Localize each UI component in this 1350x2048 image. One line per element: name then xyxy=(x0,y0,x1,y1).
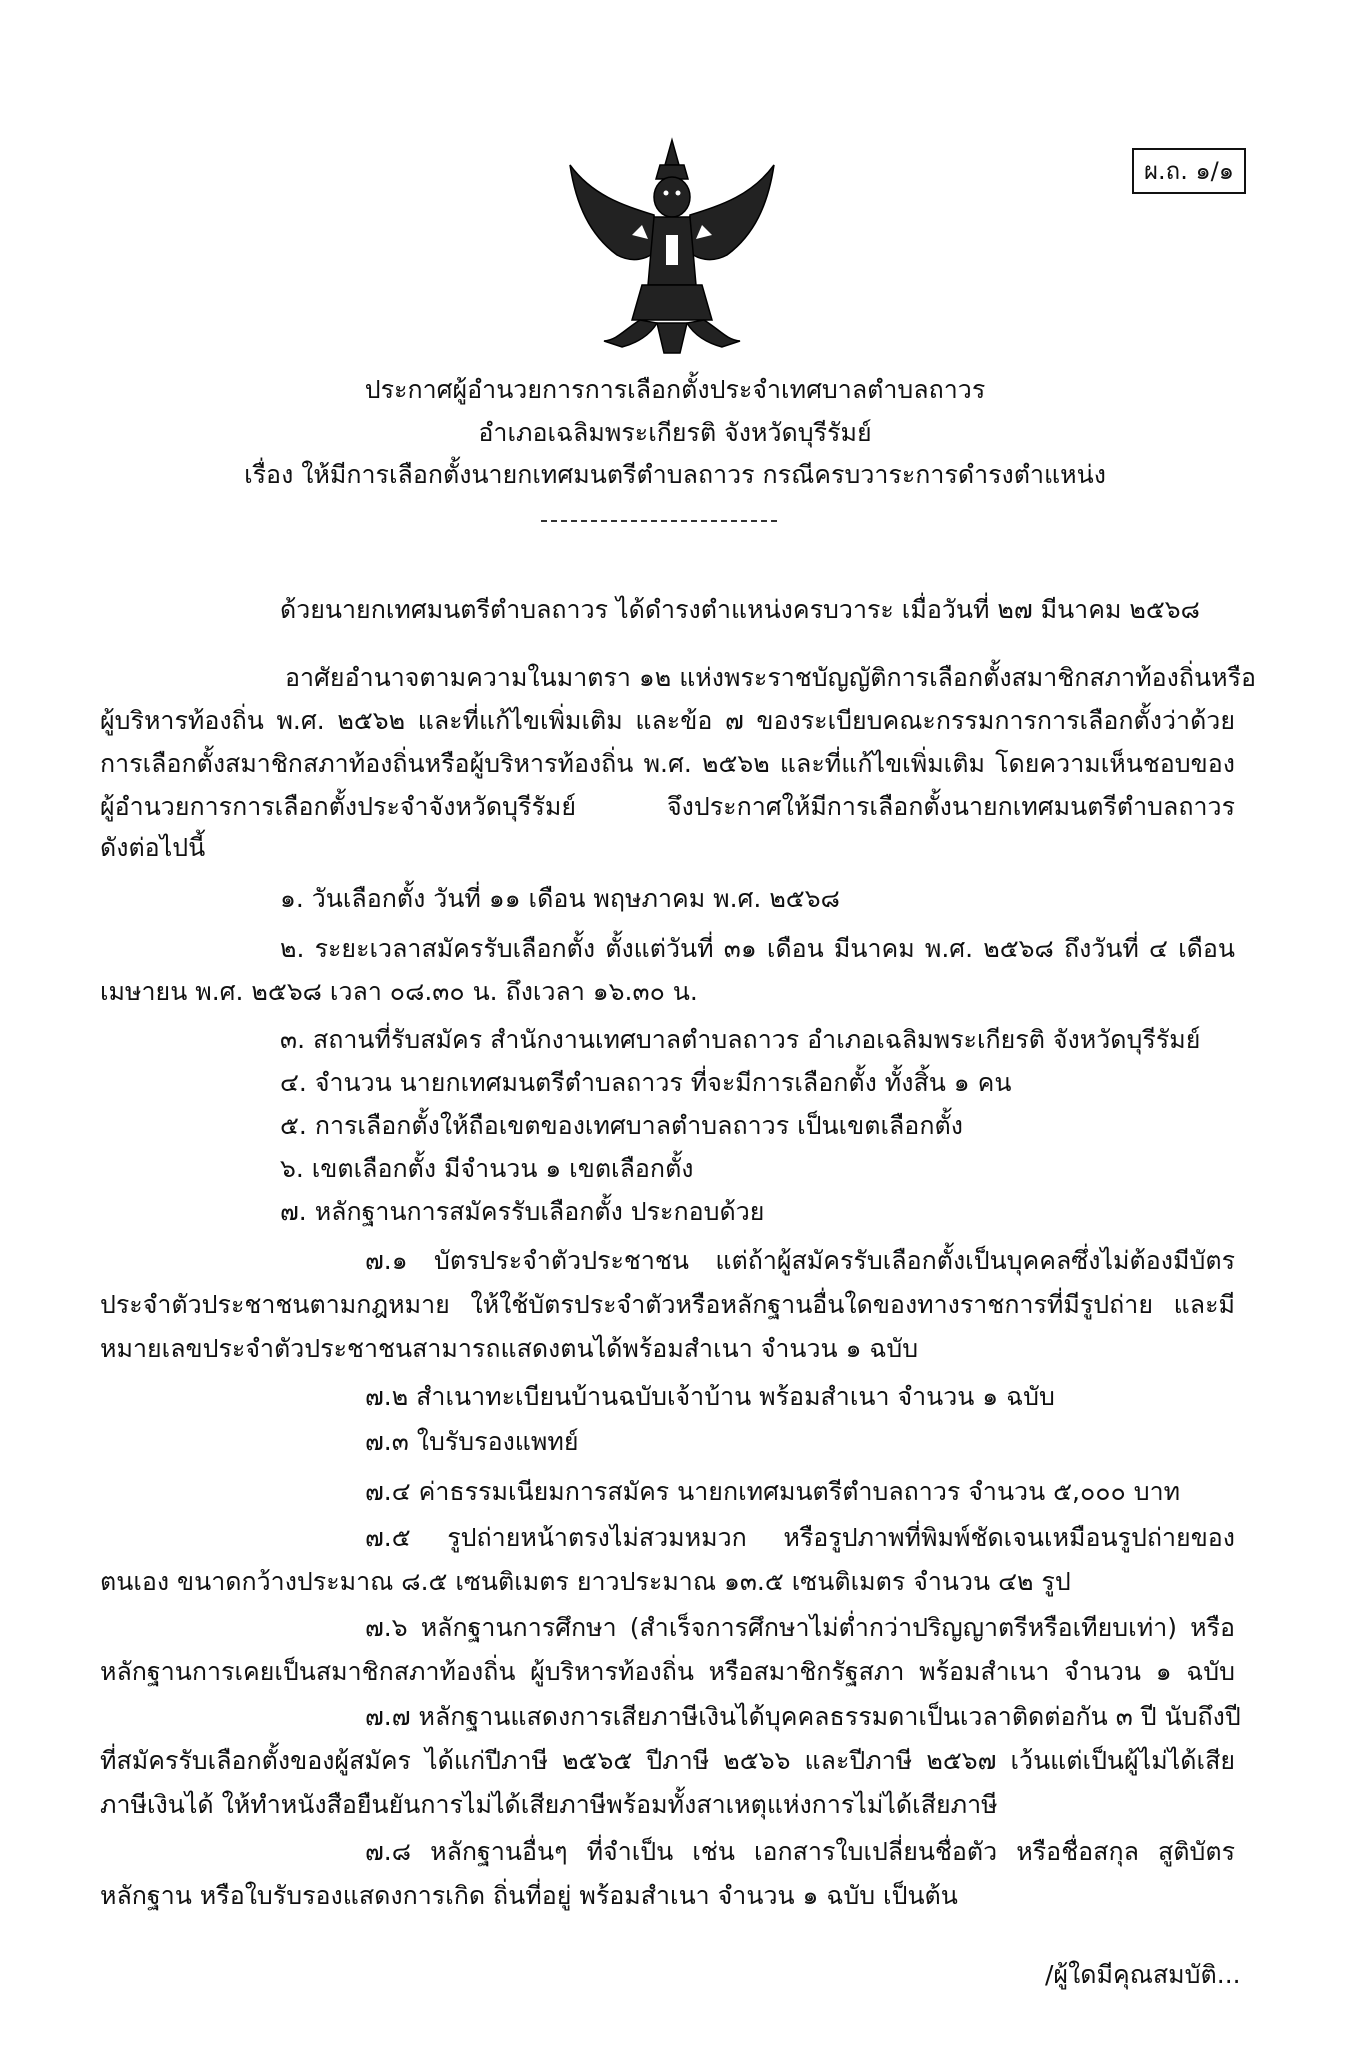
para-2-line-2: ผู้บริหารท้องถิ่น พ.ศ. ๒๕๖๒ และที่แก้ไขเพิ่มเติม และข้อ ๗ ของระเบียบคณะกรรมการการเลือกตั้งว่าด้วย xyxy=(100,706,1235,735)
sub-7-6-line-1: ๗.๖ หลักฐานการศึกษา (สำเร็จการศึกษาไม่ต่ำกว่าปริญญาตรีหรือเทียบเท่า) หรือ xyxy=(365,1613,1235,1642)
sub-7-7-line-1: ๗.๗ หลักฐานแสดงการเสียภาษีเงินได้บุคคลธรรมดาเป็นเวลาติดต่อกัน ๓ ปี นับถึงปี xyxy=(365,1702,1241,1731)
sub-7-5-line-1: ๗.๕ รูปถ่ายหน้าตรงไม่สวมหมวก หรือรูปภาพที่พิมพ์ชัดเจนเหมือนรูปถ่ายของ xyxy=(365,1523,1235,1552)
sub-7-1-line-2: ประจำตัวประชาชนตามกฎหมาย ให้ใช้บัตรประจำตัวหรือหลักฐานอื่นใดของทางราชการที่มีรูปถ่าย และมี xyxy=(100,1290,1235,1319)
sub-7-7-line-2: ที่สมัครรับเลือกตั้งของผู้สมัคร ได้แก่ปีภาษี ๒๕๖๕ ปีภาษี ๒๕๖๖ และปีภาษี ๒๕๖๗ เว้นแต่เป็นผู้ไม่ได้เสีย xyxy=(100,1746,1235,1775)
header-title-line-1: ประกาศผู้อำนวยการการเลือกตั้งประจำเทศบาลตำบลถาวร xyxy=(364,375,986,404)
item-1: ๑. วันเลือกตั้ง วันที่ ๑๑ เดือน พฤษภาคม พ.ศ. ๒๕๖๘ xyxy=(280,884,840,913)
item-6: ๖. เขตเลือกตั้ง มีจำนวน ๑ เขตเลือกตั้ง xyxy=(280,1154,694,1183)
para-1: ด้วยนายกเทศมนตรีตำบลถาวร ได้ดำรงตำแหน่งครบวาระ เมื่อวันที่ ๒๗ มีนาคม ๒๕๖๘ xyxy=(280,595,1200,624)
item-7: ๗. หลักฐานการสมัครรับเลือกตั้ง ประกอบด้วย xyxy=(280,1197,765,1226)
item-3: ๓. สถานที่รับสมัคร สำนักงานเทศบาลตำบลถาวร อำเภอเฉลิมพระเกียรติ จังหวัดบุรีรัมย์ xyxy=(280,1025,1201,1054)
garuda-emblem-icon xyxy=(562,135,782,355)
sub-7-4: ๗.๔ ค่าธรรมเนียมการสมัคร นายกเทศมนตรีตำบลถาวร จำนวน ๕,๐๐๐ บาท xyxy=(365,1477,1181,1506)
sub-7-8-line-1: ๗.๘ หลักฐานอื่นๆ ที่จำเป็น เช่น เอกสารใบเปลี่ยนชื่อตัว หรือชื่อสกุล สูติบัตร xyxy=(365,1837,1235,1866)
para-2-line-4: ผู้อำนวยการการเลือกตั้งประจำจังหวัดบุรีรัมย์ จึงประกาศให้มีการเลือกตั้งนายกเทศมนตรีตำบลถาวร xyxy=(100,792,1235,821)
para-2-line-1: อาศัยอำนาจตามความในมาตรา ๑๒ แห่งพระราชบัญญัติการเลือกตั้งสมาชิกสภาท้องถิ่นหรือ xyxy=(285,663,1257,692)
header-title-line-2: อำเภอเฉลิมพระเกียรติ จังหวัดบุรีรัมย์ xyxy=(478,418,872,447)
header-divider xyxy=(541,520,777,522)
sub-7-1-line-1: ๗.๑ บัตรประจำตัวประชาชน แต่ถ้าผู้สมัครรับเลือกตั้งเป็นบุคคลซึ่งไม่ต้องมีบัตร xyxy=(365,1246,1235,1275)
sub-7-5-line-2: ตนเอง ขนาดกว้างประมาณ ๘.๕ เซนติเมตร ยาวประมาณ ๑๓.๕ เซนติเมตร จำนวน ๔๒ รูป xyxy=(100,1567,1071,1596)
sub-7-3: ๗.๓ ใบรับรองแพทย์ xyxy=(365,1427,579,1456)
header-subject: เรื่อง ให้มีการเลือกตั้งนายกเทศมนตรีตำบลถาวร กรณีครบวาระการดำรงตำแหน่ง xyxy=(244,460,1106,489)
para-2-line-5: ดังต่อไปนี้ xyxy=(100,833,206,862)
sub-7-6-line-2: หลักฐานการเคยเป็นสมาชิกสภาท้องถิ่น ผู้บริหารท้องถิ่น หรือสมาชิกรัฐสภา พร้อมสำเนา จำนวน ๑ ฉบับ xyxy=(100,1657,1235,1686)
form-code-box: ผ.ถ. ๑/๑ xyxy=(1132,148,1246,194)
sub-7-8-line-2: หลักฐาน หรือใบรับรองแสดงการเกิด ถิ่นที่อยู่ พร้อมสำเนา จำนวน ๑ ฉบับ เป็นต้น xyxy=(100,1881,958,1910)
item-2-line-1: ๒. ระยะเวลาสมัครรับเลือกตั้ง ตั้งแต่วันที่ ๓๑ เดือน มีนาคม พ.ศ. ๒๕๖๘ ถึงวันที่ ๔ เดือน xyxy=(280,934,1235,963)
sub-7-2: ๗.๒ สำเนาทะเบียนบ้านฉบับเจ้าบ้าน พร้อมสำเนา จำนวน ๑ ฉบับ xyxy=(365,1382,1055,1411)
item-4: ๔. จำนวน นายกเทศมนตรีตำบลถาวร ที่จะมีการเลือกตั้ง ทั้งสิ้น ๑ คน xyxy=(280,1068,1012,1097)
continuation-note: /ผู้ใดมีคุณสมบัติ... xyxy=(1045,1960,1241,1989)
para-2-line-3: การเลือกตั้งสมาชิกสภาท้องถิ่นหรือผู้บริหารท้องถิ่น พ.ศ. ๒๕๖๒ และที่แก้ไขเพิ่มเติม โดยความเห็นชอบของ xyxy=(100,749,1235,778)
item-2-line-2: เมษายน พ.ศ. ๒๕๖๘ เวลา ๐๘.๓๐ น. ถึงเวลา ๑๖.๓๐ น. xyxy=(100,977,698,1006)
sub-7-1-line-3: หมายเลขประจำตัวประชาชนสามารถแสดงตนได้พร้อมสำเนา จำนวน ๑ ฉบับ xyxy=(100,1334,919,1363)
item-5: ๕. การเลือกตั้งให้ถือเขตของเทศบาลตำบลถาวร เป็นเขตเลือกตั้ง xyxy=(280,1111,963,1140)
sub-7-7-line-3: ภาษีเงินได้ ให้ทำหนังสือยืนยันการไม่ได้เสียภาษีพร้อมทั้งสาเหตุแห่งการไม่ได้เสียภาษี xyxy=(100,1790,998,1819)
